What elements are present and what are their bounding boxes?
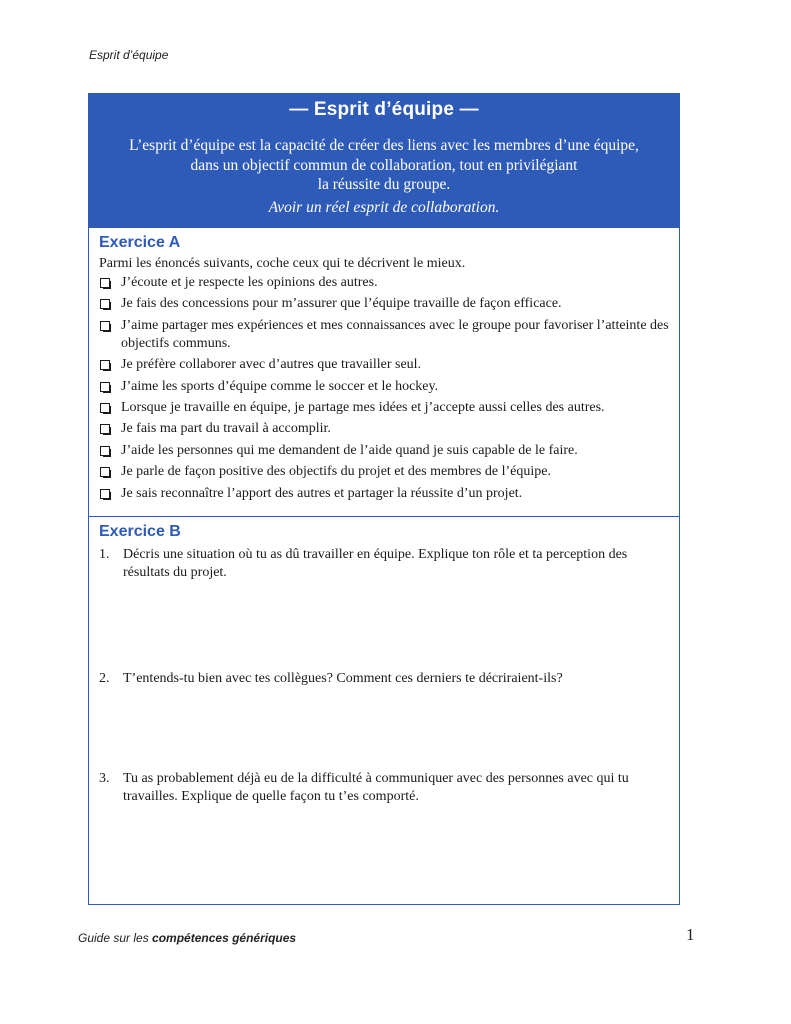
question-item [99,670,669,688]
question-text: Tu as probablement déjà eu de la difficulté à communiquer avec des personnes avec qui tu travailles. Explique de quelle façon tu t’es comporté. [123,771,629,804]
checkbox-icon[interactable] [100,403,110,413]
question-number: 2. [99,671,110,686]
question-text: Décris une situation où tu as dû travailler en équipe. Explique ton rôle et ta perception des résultats du projet. [123,547,628,580]
exercise-a-heading: Exercice A [99,234,181,251]
statement-text: Je fais des concessions pour m’assurer que l’équipe travaille de façon efficace. [121,296,562,312]
footer-guide-prefix: Guide sur les [78,931,153,945]
exercise-a-section [89,228,679,517]
worksheet-frame [88,93,680,905]
title-banner [89,94,679,228]
exercise-b-heading: Exercice B [99,523,181,540]
checkbox-icon[interactable] [100,382,110,392]
statement-text: J’écoute et je respecte les opinions des autres. [121,275,378,290]
exercise-a-instruction: Parmi les énoncés suivants, coche ceux qui te décrivent le mieux. [99,256,466,271]
footer-guide-title [78,931,296,945]
statement-text: Lorsque je travaille en équipe, je partage mes idées et j’accepte aussi celles des autres. [121,399,605,415]
banner-description-line: la réussite du groupe. [317,176,451,193]
checklist-item [99,317,669,353]
checklist-item [99,274,669,292]
checkbox-icon[interactable] [100,360,110,370]
footer-guide-emphasis: compétences génériques [152,931,297,945]
question-item [99,546,669,582]
checkbox-icon[interactable] [100,299,110,309]
checklist-item [99,399,669,417]
checkbox-icon[interactable] [100,446,110,456]
statement-text: Je fais ma part du travail à accomplir. [121,421,331,437]
statement-text: J’aide les personnes qui me demandent de l’aide quand je suis capable de le faire. [121,442,578,458]
banner-description-line: L’esprit d’équipe est la capacité de créer des liens avec les membres d’une équipe, [129,137,639,154]
banner-title: — Esprit d’équipe — [289,99,479,120]
question-number: 1. [99,547,110,562]
statement-checklist [99,274,669,503]
checkbox-icon[interactable] [100,467,110,477]
statement-text: Je préfère collaborer avec d’autres que travailler seul. [121,357,422,373]
exercise-b-section [89,517,679,806]
statement-text: Je sais reconnaître l’apport des autres et partager la réussite d’un projet. [121,485,523,501]
page-number: 1 [686,925,695,944]
question-item [99,770,669,806]
statement-text: Je parle de façon positive des objectifs du projet et des membres de l’équipe. [121,464,551,480]
checklist-item [99,295,669,313]
checklist-item [99,485,669,503]
checklist-item [99,378,669,396]
checkbox-icon[interactable] [100,278,110,288]
checkbox-icon[interactable] [100,424,110,434]
checkbox-icon[interactable] [100,321,110,331]
checklist-item [99,463,669,481]
question-number: 3. [99,771,110,786]
checkbox-icon[interactable] [100,489,110,499]
statement-text: J’aime partager mes expériences et mes connaissances avec le groupe pour favoriser l’atteinte des objectifs communs. [121,317,669,351]
banner-description [89,136,679,195]
checklist-item [99,442,669,460]
running-header: Esprit d’équipe [89,48,169,62]
checklist-item [99,420,669,438]
statement-text: J’aime les sports d’équipe comme le soccer et le hockey. [121,378,439,394]
checklist-item [99,356,669,374]
banner-motto: Avoir un réel esprit de collaboration. [268,198,500,216]
banner-description-line: dans un objectif commun de collaboration, tout en privilégiant [190,156,578,174]
question-text: T’entends-tu bien avec tes collègues? Comment ces derniers te décriraient-ils? [123,671,563,686]
